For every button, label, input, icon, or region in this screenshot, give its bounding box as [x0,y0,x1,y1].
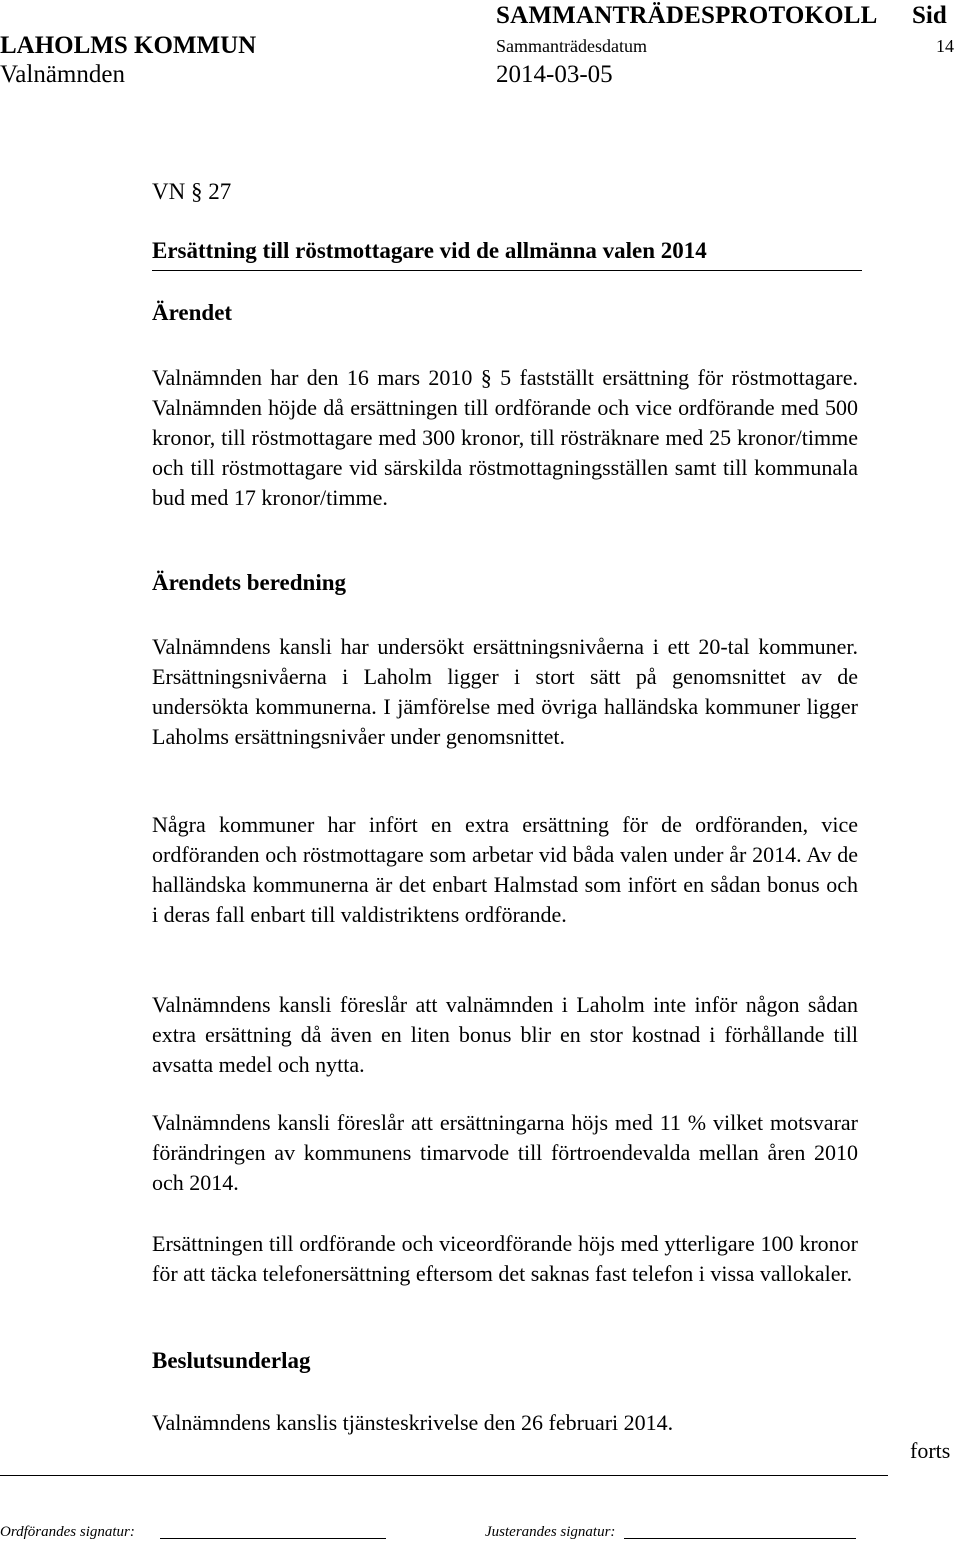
title-underline [152,270,862,271]
page-number: 14 [936,36,954,56]
protocol-title: SAMMANTRÄDESPROTOKOLL [496,2,878,29]
section-heading-arendet: Ärendet [152,300,233,325]
section-heading-beslutsunderlag: Beslutsunderlag [152,1348,311,1373]
paragraph-beslutsunderlag: Valnämndens kanslis tjänsteskrivelse den 26 februari 2014. [152,1410,674,1435]
paragraph-beredning-1: Valnämndens kansli har undersökt ersättningsnivåerna i ett 20-tal kommuner. Ersättningsnivåerna i Laholm ligger i stort sätt på genomsnittet av de undersökta kommunerna. I jämförelse med övriga halländska kommuner ligger Laholms ersättningsnivåer under genomsnittet. [152,634,858,749]
footer-divider [0,1475,888,1476]
paragraph-beredning-3: Valnämndens kansli föreslår att valnämnden i Laholm inte inför någon sådan extra ersättning då även en liten bonus blir en stor kostnad i förhållande till avsatta medel och nytta. [152,992,858,1077]
paragraph-beredning-5: Ersättningen till ordförande och viceordförande höjs med ytterligare 100 kronor för att täcka telefonersättning eftersom det saknas fast telefon i vissa vallokaler. [152,1231,858,1286]
paragraph-beredning-4: Valnämndens kansli föreslår att ersättningarna höjs med 11 % vilket motsvarar förändringen av kommunens timarvode till förtroendevalda mellan åren 2010 och 2014. [152,1110,858,1195]
adjuster-signature-label: Justerandes signatur: [485,1524,616,1540]
chair-signature-line [160,1538,386,1539]
continued-label: forts [910,1438,951,1463]
case-number: VN § 27 [152,179,232,204]
chair-signature-label: Ordförandes signatur: [0,1524,135,1540]
organization-name: LAHOLMS KOMMUN [0,32,257,59]
page-label: Sid [912,2,947,29]
committee-name: Valnämnden [0,61,125,88]
section-heading-beredning: Ärendets beredning [152,570,347,595]
case-title: Ersättning till röstmottagare vid de allmänna valen 2014 [152,238,707,263]
meeting-date-label: Sammanträdesdatum [496,36,647,56]
adjuster-signature-line [624,1538,856,1539]
paragraph-beredning-2: Några kommuner har infört en extra ersättning för de ordföranden, vice ordföranden och röstmottagare som arbetar vid båda valen under år 2014. Av de halländska kommunerna är det enbart Halmstad som infört en sådan bonus och i deras fall enbart till valdistriktens ordförande. [152,812,858,927]
meeting-date: 2014-03-05 [496,61,613,88]
paragraph-arendet: Valnämnden har den 16 mars 2010 § 5 fastställt ersättning för röstmottagare. Valnämnden höjde då ersättningen till ordförande och vice ordförande med 500 kronor, till röstmottagare med 300 kronor, till rösträknare med 25 kronor/timme och till röstmottagare vid särskilda röstmottagningsställen samt till kommunala bud med 17 kronor/timme. [152,365,858,510]
